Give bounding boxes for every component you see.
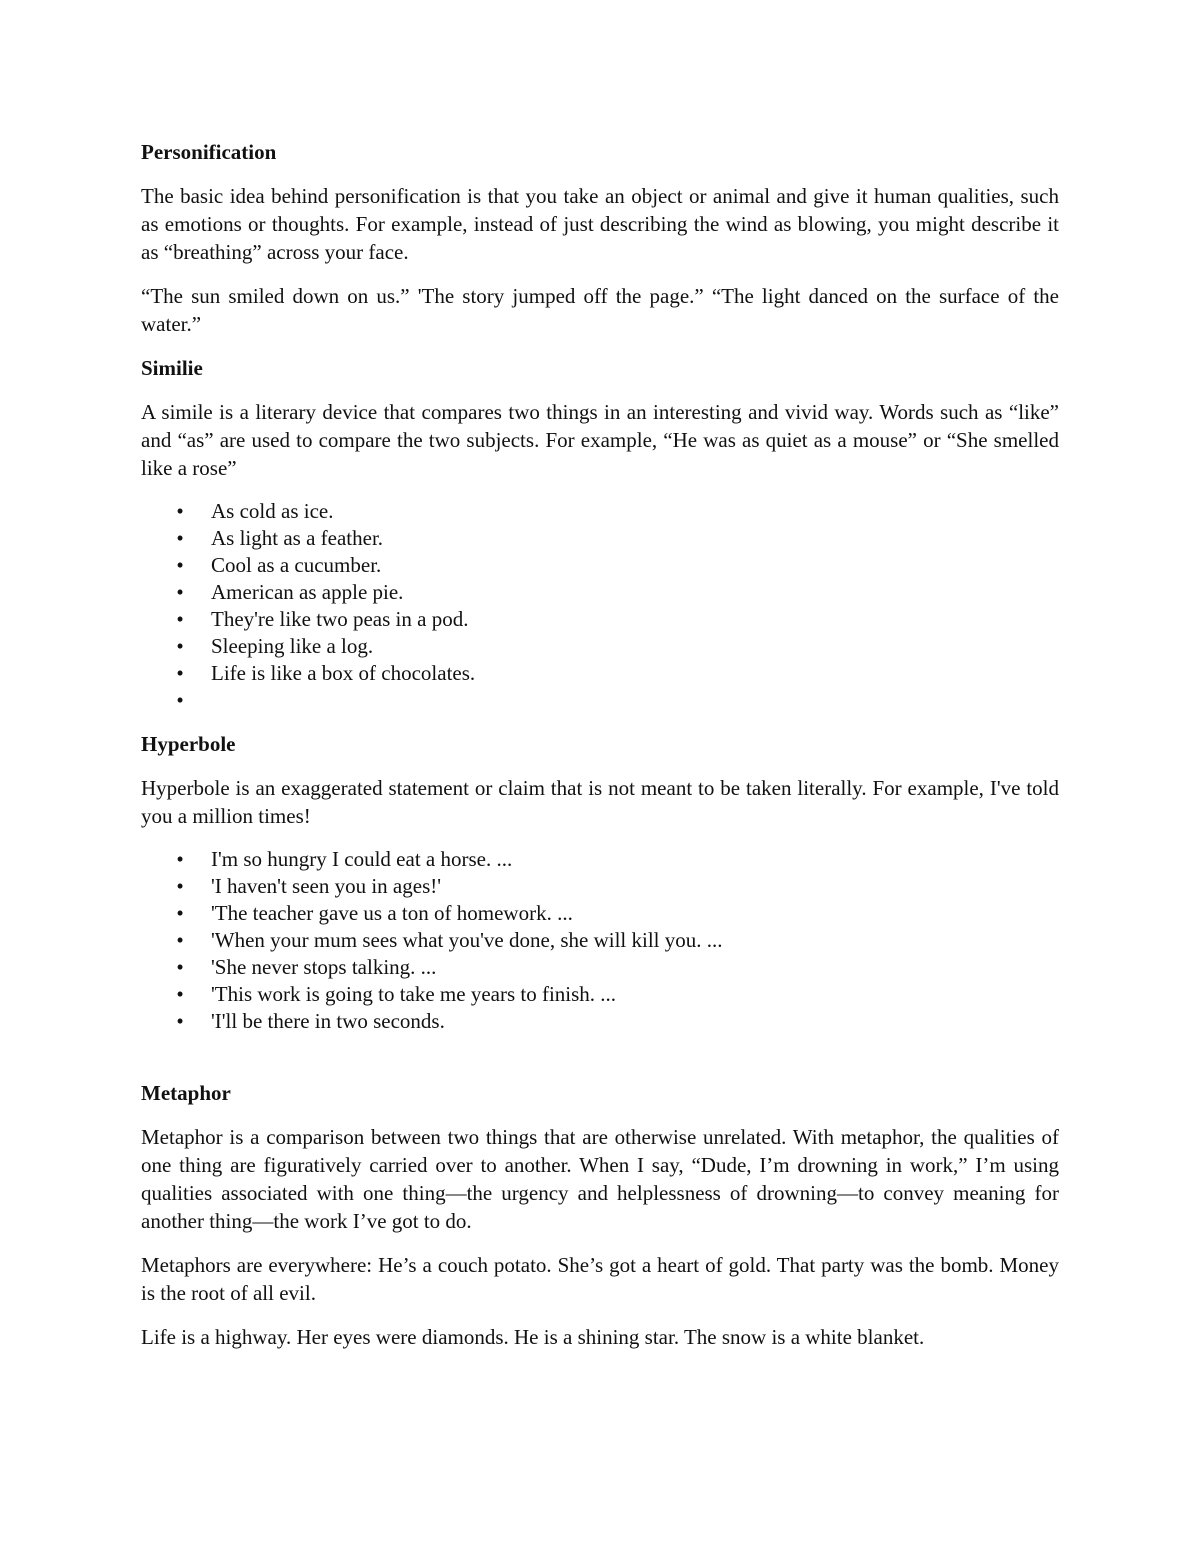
list-item-text: Life is like a box of chocolates. xyxy=(211,661,476,685)
list-item xyxy=(141,606,1059,633)
simile-list xyxy=(141,498,1059,714)
personification-heading: Personification xyxy=(141,140,277,164)
hyperbole-paragraph: Hyperbole is an exaggerated statement or claim that is not meant to be taken literally. For example, I've told you a million times! xyxy=(141,776,1059,828)
list-item-text: As light as a feather. xyxy=(211,526,384,550)
bullet-icon: • xyxy=(176,580,184,604)
bullet-icon: • xyxy=(176,901,184,925)
list-item-text: As cold as ice. xyxy=(211,499,334,523)
bullet-icon: • xyxy=(176,982,184,1006)
bullet-icon: • xyxy=(176,607,184,631)
list-item-text: 'The teacher gave us a ton of homework. ... xyxy=(211,901,573,925)
list-item xyxy=(141,687,1059,714)
bullet-icon: • xyxy=(176,661,184,685)
list-item-text: 'When your mum sees what you've done, she will kill you. ... xyxy=(211,928,723,952)
simile-paragraph: A simile is a literary device that compares two things in an interesting and vivid way. Words such as “like” and “as” are used to compare the two subjects. For example, “He was as quiet as a mouse” or “She smelled like a rose” xyxy=(141,400,1059,480)
bullet-icon: • xyxy=(176,634,184,658)
list-item xyxy=(141,525,1059,552)
bullet-icon: • xyxy=(176,499,184,523)
list-item-text: They're like two peas in a pod. xyxy=(211,607,469,631)
metaphor-heading: Metaphor xyxy=(141,1081,231,1105)
metaphor-paragraph: Metaphor is a comparison between two things that are otherwise unrelated. With metaphor, the qualities of one thing are figuratively carried over to another. When I say, “Dude, I’m drowning in work,” I’m using qualities associated with one thing—the urgency and helplessness of drowning—to convey meaning for another thing—the work I’ve got to do. xyxy=(141,1125,1059,1233)
bullet-icon: • xyxy=(176,688,184,712)
list-item xyxy=(141,927,1059,954)
personification-examples: “The sun smiled down on us.” 'The story jumped off the page.” “The light danced on the surface of the water.” xyxy=(141,284,1059,336)
list-item xyxy=(141,552,1059,579)
bullet-icon: • xyxy=(176,526,184,550)
bullet-icon: • xyxy=(176,874,184,898)
hyperbole-list xyxy=(141,846,1059,1035)
list-item-text: 'I haven't seen you in ages!' xyxy=(211,874,442,898)
list-item xyxy=(141,846,1059,873)
list-item xyxy=(141,633,1059,660)
list-item-text: I'm so hungry I could eat a horse. ... xyxy=(211,847,513,871)
list-item-text: American as apple pie. xyxy=(211,580,404,604)
list-item-text: 'I'll be there in two seconds. xyxy=(211,1009,445,1033)
list-item xyxy=(141,498,1059,525)
bullet-icon: • xyxy=(176,955,184,979)
list-item xyxy=(141,873,1059,900)
bullet-icon: • xyxy=(176,847,184,871)
list-item xyxy=(141,579,1059,606)
list-item-text: Cool as a cucumber. xyxy=(211,553,382,577)
list-item xyxy=(141,900,1059,927)
bullet-icon: • xyxy=(176,1009,184,1033)
section-spacer xyxy=(141,1051,1059,1079)
list-item xyxy=(141,954,1059,981)
metaphor-examples-2: Life is a highway. Her eyes were diamonds. He is a shining star. The snow is a white blanket. xyxy=(141,1325,925,1349)
bullet-icon: • xyxy=(176,928,184,952)
list-item-text: 'This work is going to take me years to finish. ... xyxy=(211,982,617,1006)
metaphor-examples-1: Metaphors are everywhere: He’s a couch potato. She’s got a heart of gold. That party was the bomb. Money is the root of all evil. xyxy=(141,1253,1059,1305)
document-page xyxy=(141,138,1059,1367)
bullet-icon: • xyxy=(176,553,184,577)
list-item-text: Sleeping like a log. xyxy=(211,634,374,658)
list-item-text: 'She never stops talking. ... xyxy=(211,955,437,979)
simile-heading: Similie xyxy=(141,356,203,380)
list-item xyxy=(141,660,1059,687)
list-item xyxy=(141,981,1059,1008)
hyperbole-heading: Hyperbole xyxy=(141,732,236,756)
personification-paragraph: The basic idea behind personification is that you take an object or animal and give it human qualities, such as emotions or thoughts. For example, instead of just describing the wind as blowing, you might describe it as “breathing” across your face. xyxy=(141,184,1059,264)
list-item xyxy=(141,1008,1059,1035)
